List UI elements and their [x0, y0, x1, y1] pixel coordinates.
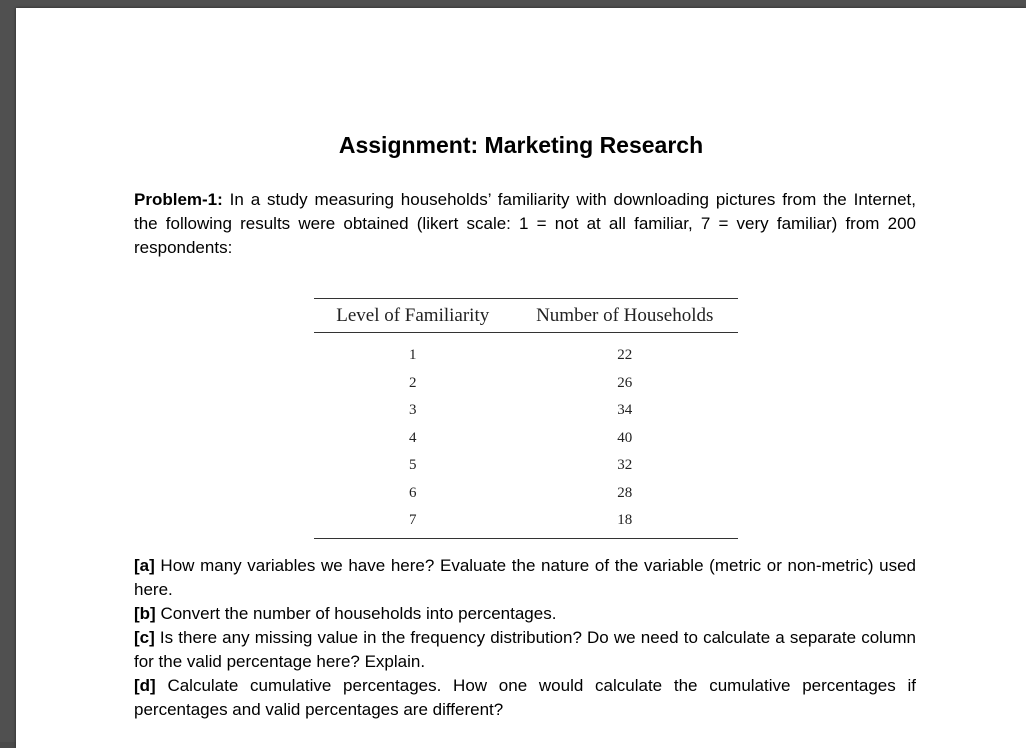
households-cell: 32 — [617, 457, 633, 474]
households-cell: 22 — [617, 347, 633, 364]
page-title: Assignment: Marketing Research — [338, 132, 704, 158]
table-row — [314, 480, 738, 508]
level-cell: 6 — [408, 484, 417, 501]
question-label: [c] — [134, 628, 155, 647]
table-row — [314, 452, 738, 480]
table-row — [314, 397, 738, 425]
question-text: Convert the number of households into percentages. — [155, 604, 557, 623]
level-cell: 1 — [408, 347, 417, 364]
level-cell: 2 — [408, 374, 417, 391]
problem-label: Problem-1: — [134, 190, 223, 209]
column-header-households: Number of Households — [511, 299, 738, 333]
question-text: How many variables we have here? Evaluate the nature of the variable (metric or non-metric) used here. — [134, 556, 916, 599]
frequency-table — [314, 298, 738, 539]
households-cell: 18 — [511, 507, 738, 538]
table-row — [314, 333, 738, 370]
households-cell: 34 — [617, 402, 633, 419]
question-label: [a] — [134, 556, 155, 575]
question-label: [d] — [134, 676, 156, 695]
problem-text: In a study measuring households’ familiarity with downloading pictures from the Internet, the following results were obtained (likert scale: 1 = not at all familiar, 7 = very familiar) from 200 respondents: — [134, 190, 916, 257]
households-cell: 28 — [617, 484, 633, 501]
level-cell: 4 — [408, 429, 417, 446]
problem-statement — [134, 188, 916, 260]
question-c — [134, 626, 916, 674]
question-b — [134, 602, 916, 626]
question-text: Calculate cumulative percentages. How one would calculate the cumulative percentages if percentages and valid percentages are different? — [134, 676, 916, 719]
table-row — [314, 370, 738, 398]
level-cell: 5 — [408, 457, 417, 474]
table-row — [314, 507, 738, 538]
question-d — [134, 674, 916, 722]
households-cell: 26 — [617, 374, 633, 391]
question-list — [134, 554, 916, 722]
document-page[interactable] — [16, 8, 1026, 748]
level-cell: 3 — [408, 402, 417, 419]
households-cell: 40 — [617, 429, 633, 446]
question-label: [b] — [134, 604, 156, 623]
question-a — [134, 554, 916, 602]
column-header-level: Level of Familiarity — [314, 299, 511, 333]
table-row — [314, 425, 738, 453]
level-cell: 7 — [314, 507, 511, 538]
table-header-row — [314, 299, 738, 333]
question-text: Is there any missing value in the frequency distribution? Do we need to calculate a separate column for the valid percentage here? Explain. — [134, 628, 916, 671]
